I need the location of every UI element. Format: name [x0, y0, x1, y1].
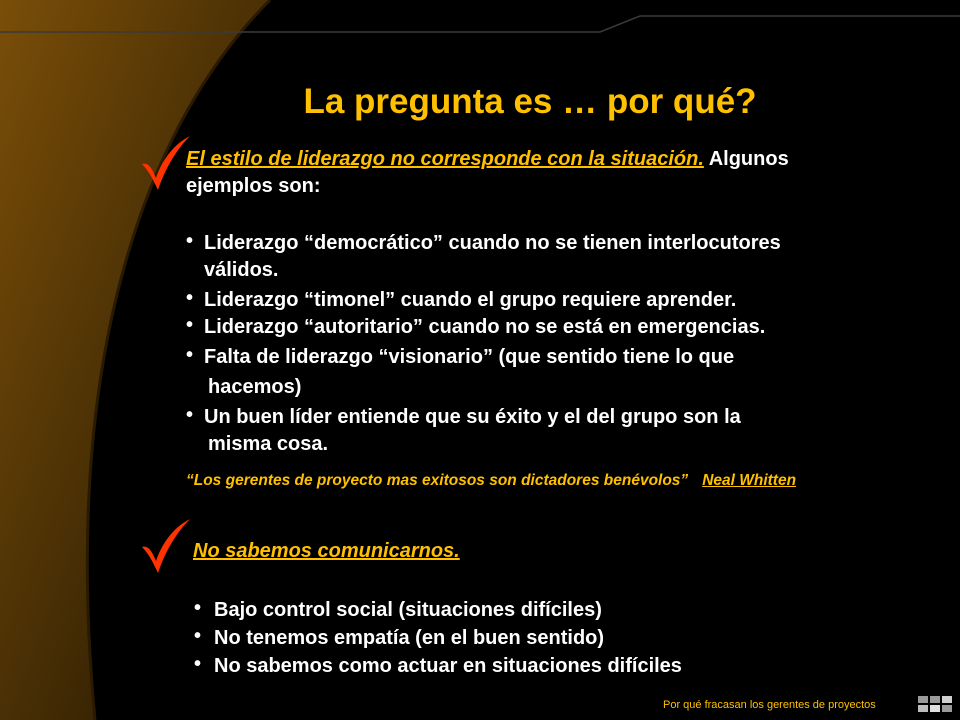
- bullet-dot: •: [194, 597, 202, 619]
- quote-text: “Los gerentes de proyecto mas exitosos son dictadores benévolos”: [186, 472, 689, 489]
- grid-icon: [918, 696, 954, 714]
- bullet-dot: •: [186, 230, 194, 252]
- bullet-dot: •: [194, 625, 202, 647]
- list-item-cont: misma cosa.: [208, 433, 329, 455]
- list-item: Falta de liderazgo “visionario” (que sentido tiene lo que: [204, 346, 735, 368]
- list-item: No sabemos como actuar en situaciones difíciles: [214, 655, 682, 677]
- section2-heading: No sabemos comunicarnos.: [193, 540, 460, 562]
- section1-heading: El estilo de liderazgo no corresponde con la situación.: [186, 148, 704, 170]
- bullet-dot: •: [194, 653, 202, 675]
- bullet-dot: •: [186, 314, 194, 336]
- list-item: Bajo control social (situaciones difíciles): [214, 599, 602, 621]
- list-item: Liderazgo “autoritario” cuando no se está en emergencias.: [204, 316, 766, 338]
- section1-intro-line2: ejemplos son:: [186, 175, 321, 197]
- bullet-dot: •: [186, 287, 194, 309]
- slide-title: La pregunta es … por qué?: [303, 82, 757, 121]
- bullet-dot: •: [186, 344, 194, 366]
- list-item: Un buen líder entiende que su éxito y el del grupo son la: [204, 406, 741, 428]
- quote: [186, 472, 796, 490]
- checkmark-icon: [140, 517, 192, 577]
- list-item: Liderazgo “timonel” cuando el grupo requiere aprender.: [204, 289, 737, 311]
- footer-text: Por qué fracasan los gerentes de proyectos: [663, 699, 876, 711]
- list-item-cont: válidos.: [204, 259, 279, 281]
- list-item: No tenemos empatía (en el buen sentido): [214, 627, 605, 649]
- section1-intro: [186, 146, 789, 173]
- checkmark-icon: [140, 134, 192, 194]
- quote-author: Neal Whitten: [702, 472, 797, 489]
- bullet-dot: •: [186, 404, 194, 426]
- list-item-cont: hacemos): [208, 376, 302, 398]
- section1-intro-rest: Algunos: [703, 148, 789, 170]
- list-item: Liderazgo “democrático” cuando no se tienen interlocutores: [204, 232, 781, 254]
